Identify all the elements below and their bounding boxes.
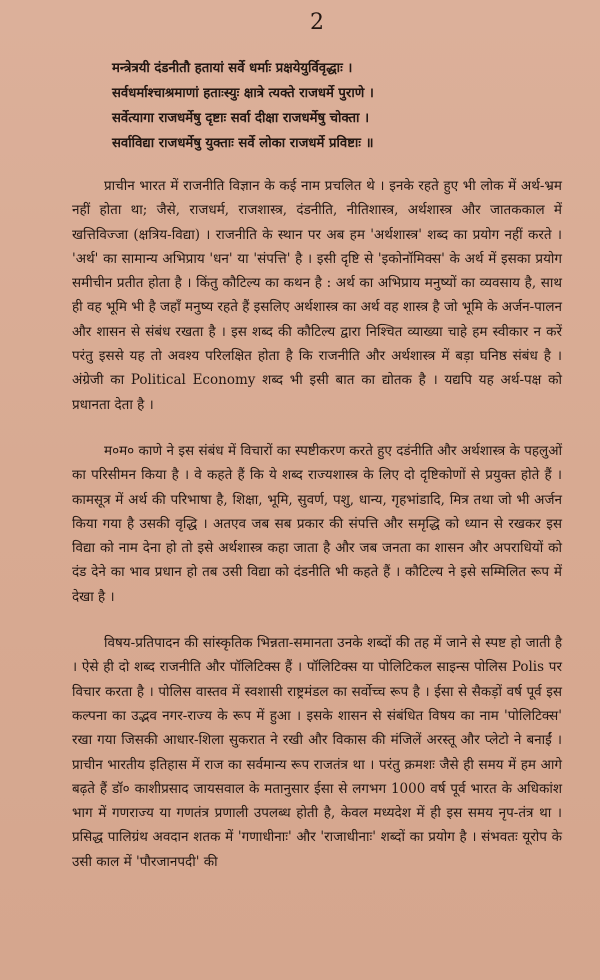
verse-line: सर्वधर्माश्चाश्रमाणां हताःस्युः क्षात्रे त्यक्ते राजधर्मे पुराणे । (112, 86, 374, 101)
page-number: 2 (310, 10, 324, 35)
sanskrit-verse (112, 56, 562, 156)
paragraph-3: विषय-प्रतिपादन की सांस्कृतिक भिन्नता-समानता उनके शब्दों की तह में जाने से स्पष्ट हो जाती है । ऐसे ही दो शब्द राजनीति और पॉलिटिक्स हैं । पॉलिटिक्स या पोलिटिकल साइन्स पोलिस Polis पर विचार करता है । पोलिस वास्तव में स्वशासी राष्ट्रमंडल का सर्वोच्च रूप है । ईसा से सैकड़ों वर्ष पूर्व इस कल्पना का उद्भव नगर-राज्य के रूप में हुआ । इसके शासन से संबंधित विषय का नाम 'पोलिटिक्स' रखा गया जिसकी आधार-शिला सुकरात ने रखी और विकास की मंजिलें अरस्तू और प्लेटो ने बनाईं । प्राचीन भारतीय इतिहास में राज का सर्वमान्य रूप राजतंत्र था । परंतु क्रमशः जैसे ही समय में हम आगे बढ़ते हैं डॉ० काशीप्रसाद जायसवाल के मतानुसार ईसा से लगभग 1000 वर्ष पूर्व भारत के अधिकांश भाग में गणराज्य या गणतंत्र प्रणाली उपलब्ध होती है, केवल मध्यदेश में ही इस समय नृप-तंत्र था । प्रसिद्ध पालिग्रंथ अवदान शतक में 'गणाधीनाः' और 'राजाधीनाः' शब्दों का प्रयोग है । संभवतः यूरोप के उसी काल में 'पौरजानपदी' की (72, 635, 562, 870)
paragraph-1: प्राचीन भारत में राजनीति विज्ञान के कई नाम प्रचलित थे । इनके रहते हुए भी लोक में अर्थ-भ्रम नहीं होता था; जैसे, राजधर्म, राजशास्त्र, दंडनीति, नीतिशास्त्र, अर्थशास्त्र और जातककाल में खत्तिविज्जा (क्षत्रिय-विद्या) । राजनीति के स्थान पर अब हम 'अर्थशास्त्र' शब्द का प्रयोग नहीं करते । 'अर्थ' का सामान्य अभिप्राय 'धन' या 'संपत्ति' है । इसी दृष्टि से 'इकोनॉमिक्स' के अर्थ में इसका प्रयोग समीचीन प्रतीत होता है । किंतु कौटिल्य का कथन है : अर्थ का अभिप्राय मनुष्यों का व्यवसाय है, साथ ही वह भूमि भी है जहाँ मनुष्य रहते हैं इसलिए अर्थशास्त्र का अर्थ वह शास्त्र है जो भूमि के अर्जन-पालन और शासन से संबंध रखता है । इस शब्द की कौटिल्य द्वारा निश्चित व्याख्या चाहे हम स्वीकार न करें परंतु इससे यह तो अवश्य परिलक्षित होता है कि राजनीति और अर्थशास्त्र में बड़ा घनिष्ठ संबंध है । अंग्रेजी का Political Economy शब्द भी इसी बात का द्योतक है । यद्यपि यह अर्थ-पक्ष को प्रधानता देता है । (72, 178, 562, 413)
verse-line: सर्वाविद्या राजधर्मेषु युक्ताः सर्वे लोका राजधर्मे प्रविष्टाः ॥ (112, 136, 374, 151)
verse-line: सर्वेत्यागा राजधर्मेषु दृष्टाः सर्वा दीक्षा राजधर्मेषु चोक्ता । (112, 111, 370, 126)
paragraph-2: म०म० काणे ने इस संबंध में विचारों का स्पष्टीकरण करते हुए दडंनीति और अर्थशास्त्र के पहलुओं का परिसीमन किया है । वे कहते हैं कि ये शब्द राज्यशास्त्र के लिए दो दृष्टिकोणों से प्रयुक्त होते हैं । कामसूत्र में अर्थ की परिभाषा है, शिक्षा, भूमि, सुवर्ण, पशु, धान्य, गृहभांडादि, मित्र तथा जो भी अर्जन किया गया है उसकी वृद्धि । अतएव जब सब प्रकार की संपत्ति और समृद्धि को ध्यान से रखकर इस विद्या को नाम देना हो तो इसे अर्थशास्त्र कहा जाता है और जब जनता का शासन और अपराधियों को दंड देने का भाव प्रधान हो तब उसी विद्या को दंडनीति भी कहते हैं । कौटिल्य ने इसे सम्मिलित रूप में देखा है । (72, 442, 562, 605)
verse-line: मन्त्रेत्रयी दंडनीतौ हतायां सर्वे धर्माः प्रक्षयेयुर्विवृद्धाः । (112, 61, 353, 76)
